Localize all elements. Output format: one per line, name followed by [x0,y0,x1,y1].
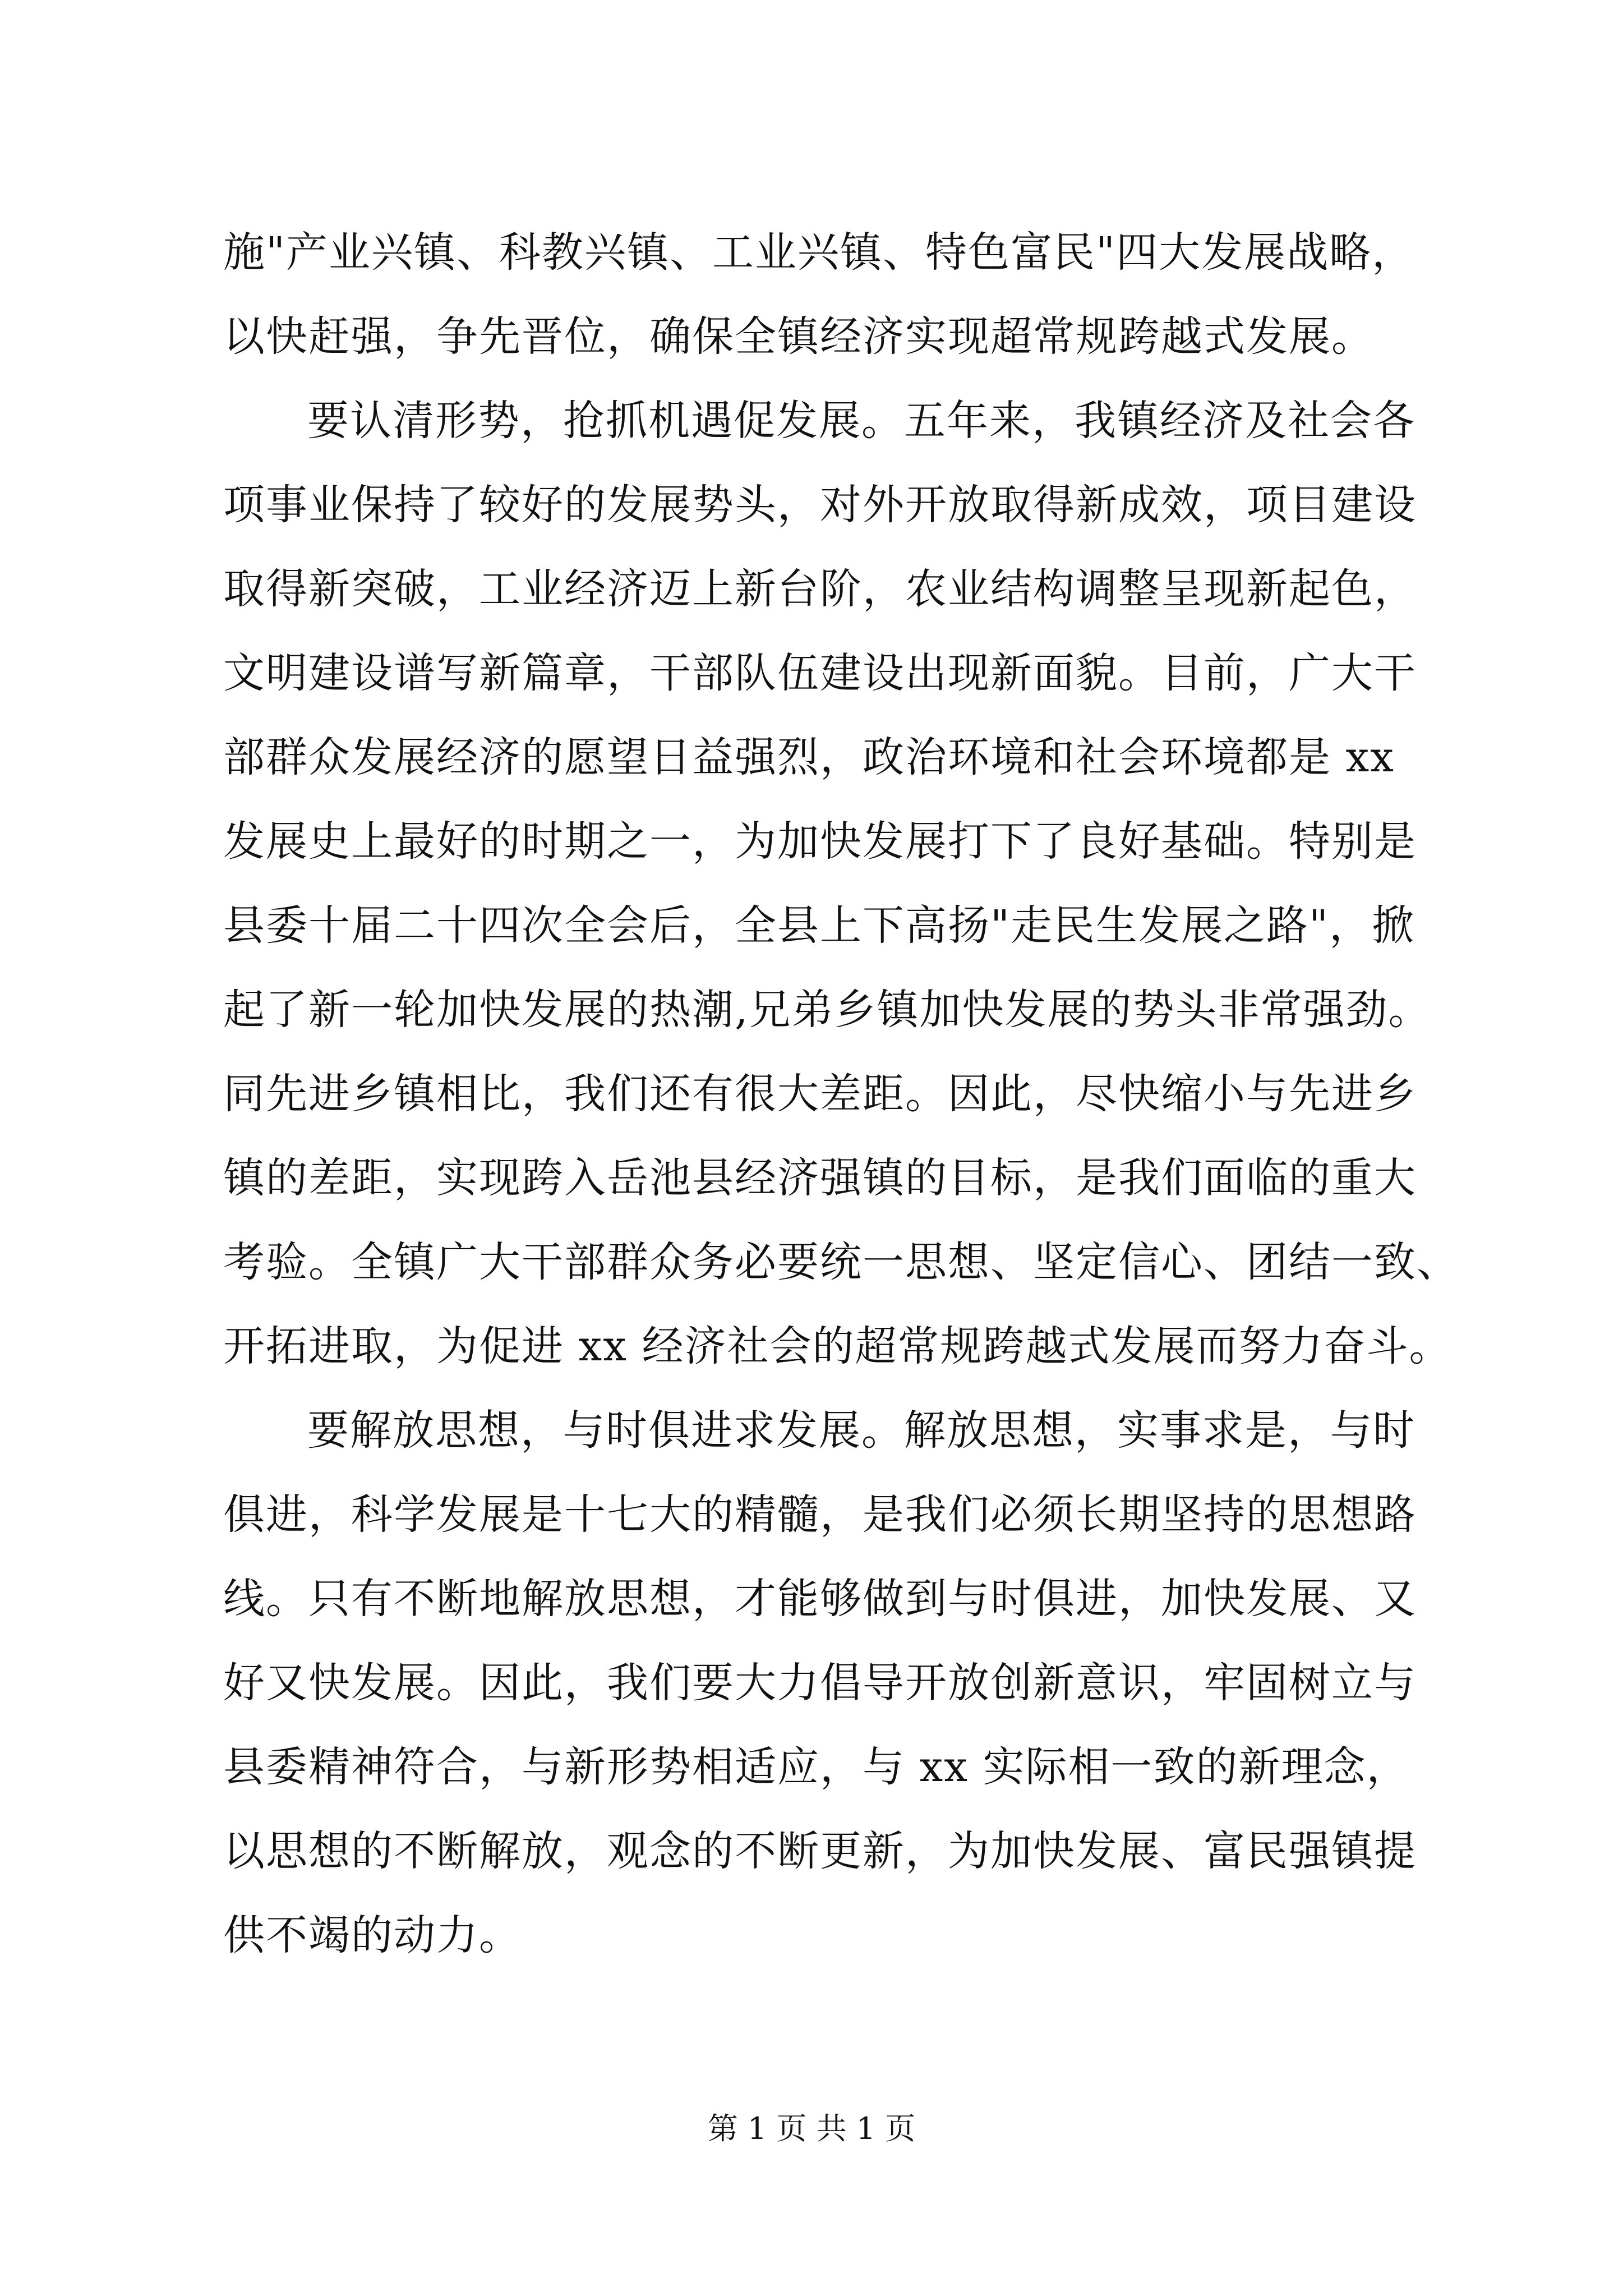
text-line: 俱进，科学发展是十七大的精髓，是我们必须长期坚持的思想路 [223,1490,1417,1539]
text-line: 起了新一轮加快发展的热潮,兄弟乡镇加快发展的势头非常强劲。 [223,986,1431,1034]
text-line: 镇的差距，实现跨入岳池县经济强镇的目标，是我们面临的重大 [223,1154,1417,1202]
text-line: 部群众发展经济的愿望日益强烈，政治环境和社会环境都是 xx [223,733,1395,781]
text-line: 以思想的不断解放，观念的不断更新，为加快发展、富民强镇提 [223,1827,1417,1875]
text-line: 项事业保持了较好的发展势头，对外开放取得新成效，项目建设 [223,481,1417,529]
text-line: 考验。全镇广大干部群众务必要统一思想、坚定信心、团结一致、 [223,1238,1459,1286]
text-line: 取得新突破，工业经济迈上新台阶，农业结构调整呈现新起色， [223,565,1417,613]
text-line: 供不竭的动力。 [223,1911,522,1959]
paragraph-strategy-continuation [223,210,1415,379]
text-line: 文明建设谱写新篇章，干部队伍建设出现新面貌。目前，广大干 [223,649,1417,697]
paragraph-emancipate-mind [223,1388,1417,1977]
text-line: 要认清形势，抢抓机遇促发展。五年来，我镇经济及社会各 [307,397,1415,445]
text-line: 以快赶强，争先晋位，确保全镇经济实现超常规跨越式发展。 [223,312,1374,361]
paragraph-understand-situation [223,379,1459,1388]
text-line: 好又快发展。因此，我们要大力倡导开放创新意识，牢固树立与 [223,1659,1417,1707]
page-footer: 第 1 页 共 1 页 [707,2111,916,2146]
text-line: 发展史上最好的时期之一，为加快发展打下了良好基础。特别是 [223,817,1417,866]
text-line: 县委精神符合，与新形势相适应，与 xx 实际相一致的新理念， [223,1743,1409,1791]
text-line: 要解放思想，与时俱进求发展。解放思想，实事求是，与时 [307,1406,1415,1455]
document-body [223,210,1459,1977]
text-line: 开拓进取，为促进 xx 经济社会的超常规跨越式发展而努力奋斗。 [223,1322,1452,1370]
text-line: 线。只有不断地解放思想，才能够做到与时俱进，加快发展、又 [223,1575,1417,1623]
text-line: 施"产业兴镇、科教兴镇、工业兴镇、特色富民"四大发展战略， [223,228,1415,277]
text-line: 同先进乡镇相比，我们还有很大差距。因此，尽快缩小与先进乡 [223,1070,1417,1118]
text-line: 县委十届二十四次全会后，全县上下高扬"走民生发展之路"，掀 [223,901,1415,950]
